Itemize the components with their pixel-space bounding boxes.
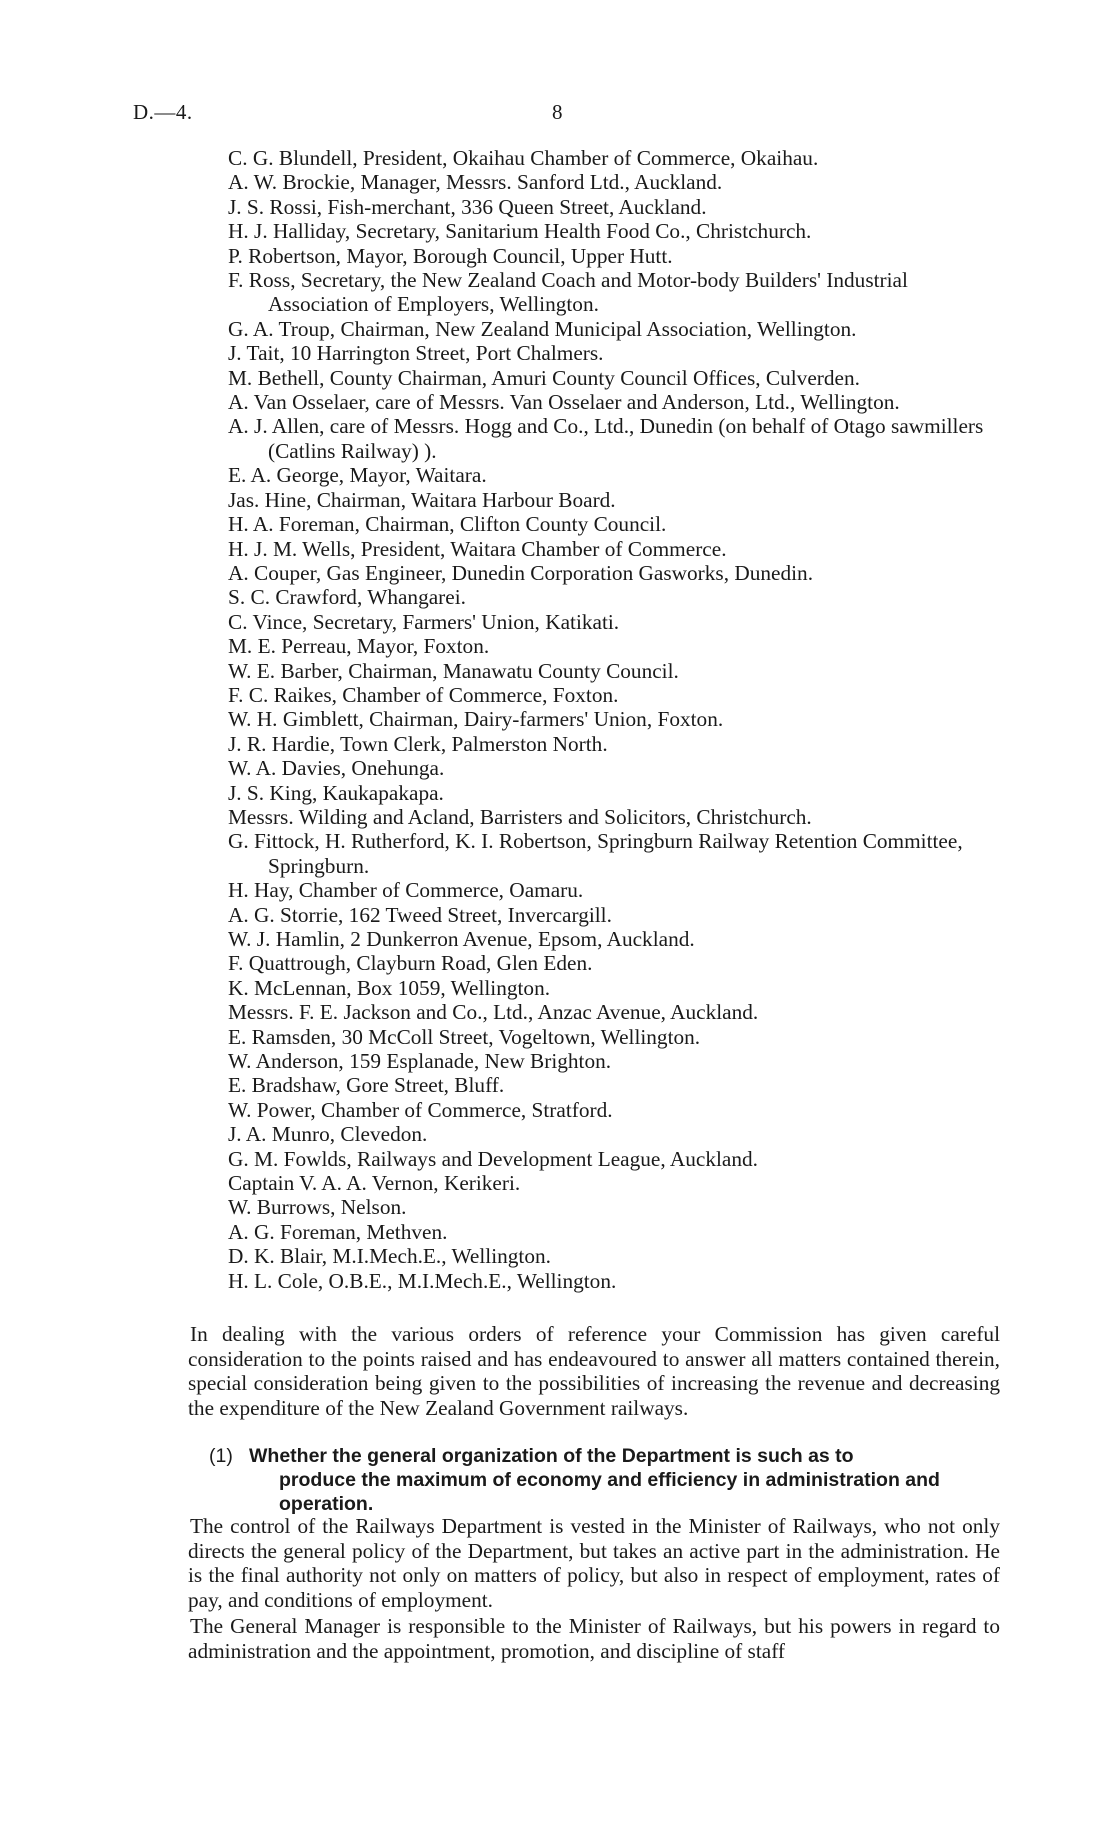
list-item: P. Robertson, Mayor, Borough Council, Upper Hutt. [228,243,673,268]
list-item: H. J. Halliday, Secretary, Sanitarium Health Food Co., Christchurch. [228,219,812,244]
witness-list [228,146,1000,1293]
list-item: A. G. Storrie, 162 Tweed Street, Invercargill. [228,902,612,927]
list-item: H. L. Cole, O.B.E., M.I.Mech.E., Wellington. [228,1268,617,1293]
list-item: A. G. Foreman, Methven. [228,1219,448,1244]
list-item: J. S. Rossi, Fish-merchant, 336 Queen Street, Auckland. [228,194,707,219]
list-item: W. Power, Chamber of Commerce, Stratford. [228,1097,613,1122]
list-item: J. Tait, 10 Harrington Street, Port Chalmers. [228,341,604,366]
list-item: W. Anderson, 159 Esplanade, New Brighton. [228,1049,612,1074]
list-item: J. A. Munro, Clevedon. [228,1122,428,1147]
list-item: H. J. M. Wells, President, Waitara Chamber of Commerce. [228,536,727,561]
list-item: G. M. Fowlds, Railways and Development League, Auckland. [228,1146,758,1171]
list-item: A. J. Allen, care of Messrs. Hogg and Co., Ltd., Dunedin (on behalf of Otago sawmillers (Catlins Railway) ). [228,414,984,463]
list-item: M. Bethell, County Chairman, Amuri County Council Offices, Culverden. [228,365,860,390]
list-item: Messrs. Wilding and Acland, Barristers and Solicitors, Christchurch. [228,804,812,829]
list-item: K. McLennan, Box 1059, Wellington. [228,975,551,1000]
page-number: 8 [552,100,563,124]
document-reference: D.—4. [133,100,193,124]
section-heading-line1: Whether the general organization of the Department is such as to [249,1445,854,1467]
general-manager-paragraph: The General Manager is responsible to the Minister of Railways, but his powers in regard to administration and the appointment, promotion, and discipline of staff [188,1614,1000,1663]
list-item: D. K. Blair, M.I.Mech.E., Wellington. [228,1244,551,1269]
list-item: S. C. Crawford, Whangarei. [228,585,466,610]
list-item: W. J. Hamlin, 2 Dunkerron Avenue, Epsom, Auckland. [228,927,695,951]
list-item: H. A. Foreman, Chairman, Clifton County Council. [228,512,667,537]
list-item: F. Ross, Secretary, the New Zealand Coach and Motor-body Builders' Industrial Association of Employers, Wellington. [228,268,908,317]
list-item: A. W. Brockie, Manager, Messrs. Sanford Ltd., Auckland. [228,170,723,195]
list-item: E. Bradshaw, Gore Street, Bluff. [228,1073,505,1098]
section-heading [209,1444,1001,1516]
list-item: G. Fittock, H. Rutherford, K. I. Robertson, Springburn Railway Retention Committee, Springburn. [228,829,963,878]
section-heading-rest: produce the maximum of economy and efficiency in administration and operation. [279,1469,940,1515]
list-item: C. Vince, Secretary, Farmers' Union, Katikati. [228,609,620,634]
list-item: W. E. Barber, Chairman, Manawatu County Council. [228,658,679,683]
list-item: C. G. Blundell, President, Okaihau Chamber of Commerce, Okaihau. [228,146,819,170]
list-item: W. Burrows, Nelson. [228,1195,407,1220]
list-item: H. Hay, Chamber of Commerce, Oamaru. [228,878,584,903]
list-item: W. H. Gimblett, Chairman, Dairy-farmers' Union, Foxton. [228,707,724,732]
list-item: A. Couper, Gas Engineer, Dunedin Corporation Gasworks, Dunedin. [228,560,814,585]
list-item: Messrs. F. E. Jackson and Co., Ltd., Anzac Avenue, Auckland. [228,1000,759,1025]
list-item: J. R. Hardie, Town Clerk, Palmerston North. [228,731,608,756]
intro-paragraph: In dealing with the various orders of reference your Commission has given careful consideration to the points raised and has endeavoured to answer all matters contained therein, special consideration being given to the possibilities of increasing the revenue and decreasing the expenditure of the New Zealand Government railways. [188,1322,1000,1420]
list-item: J. S. King, Kaukapakapa. [228,780,444,805]
list-item: M. E. Perreau, Mayor, Foxton. [228,634,490,659]
list-item: F. C. Raikes, Chamber of Commerce, Foxton. [228,682,619,707]
list-item: Jas. Hine, Chairman, Waitara Harbour Board. [228,487,616,512]
list-item: Captain V. A. A. Vernon, Kerikeri. [228,1171,521,1196]
control-paragraph: The control of the Railways Department is vested in the Minister of Railways, who not only directs the general policy of the Department, but takes an active part in the administration. He is the final authority not only on matters of policy, but also in respect of employment, rates of pay, and conditions of employment. [188,1514,1000,1612]
list-item: W. A. Davies, Onehunga. [228,756,445,781]
list-item: E. A. George, Mayor, Waitara. [228,463,487,488]
list-item: A. Van Osselaer, care of Messrs. Van Osselaer and Anderson, Ltd., Wellington. [228,390,900,415]
list-item: E. Ramsden, 30 McColl Street, Vogeltown, Wellington. [228,1024,701,1049]
section-number: (1) [209,1445,233,1467]
list-item: F. Quattrough, Clayburn Road, Glen Eden. [228,951,593,976]
list-item: G. A. Troup, Chairman, New Zealand Municipal Association, Wellington. [228,316,857,341]
